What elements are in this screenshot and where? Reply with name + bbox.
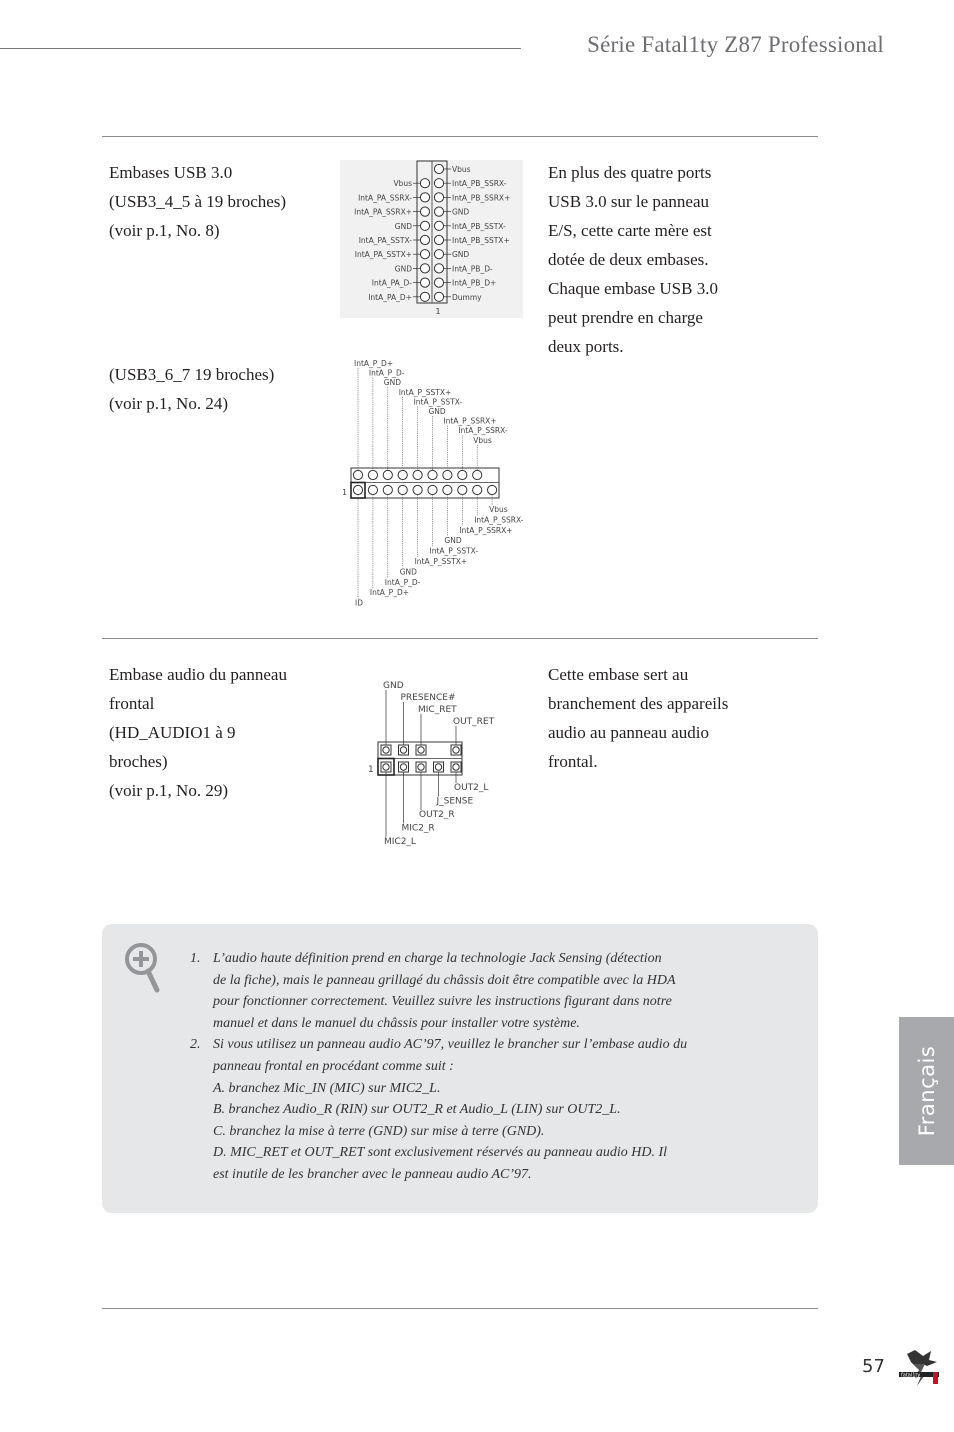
pin1-marker: 1 xyxy=(342,488,348,497)
usb2-label-line: (voir p.1, No. 24) xyxy=(109,394,228,413)
header-pin xyxy=(420,292,429,301)
usb-label-line: (voir p.1, No. 8) xyxy=(109,221,220,240)
pin-label: IntA_PA_D+ xyxy=(368,292,412,302)
pin-label: Vbus xyxy=(452,165,471,174)
usb-header2-label xyxy=(109,360,274,418)
header-pin-hole xyxy=(453,747,459,753)
header-pin xyxy=(420,193,429,202)
pin-label: IntA_PA_D- xyxy=(371,278,412,288)
pin-label: GND xyxy=(399,567,417,577)
header-pin xyxy=(383,470,392,479)
header-pin xyxy=(434,235,443,244)
header-pin xyxy=(458,470,467,479)
usb3-header-vertical-svg xyxy=(340,160,523,318)
header-pin xyxy=(434,193,443,202)
pin-label: IntA_P_D- xyxy=(384,577,421,587)
hd-audio-header-diagram xyxy=(364,676,514,848)
note-line: manuel et dans le manuel du châssis pour installer votre système. xyxy=(213,1015,580,1031)
pin-label: MIC2_R xyxy=(401,823,435,834)
header-pin xyxy=(443,470,452,479)
pin-label: IntA_PB_D+ xyxy=(452,278,497,288)
language-side-tab xyxy=(899,1017,954,1165)
header-pin-hole xyxy=(383,747,389,753)
header-pin-hole xyxy=(435,764,441,770)
section-rule-middle xyxy=(102,638,818,639)
note-line: est inutile de les brancher avec le panneau audio AC’97. xyxy=(213,1166,532,1182)
pin-label: IntA_PB_SSRX+ xyxy=(452,193,511,203)
header-pin xyxy=(434,250,443,259)
note-line: pour fonctionner correctement. Veuillez suivre les instructions figurant dans notre xyxy=(213,994,672,1010)
pin-label: GND xyxy=(383,681,404,691)
pin-label: PRESENCE# xyxy=(400,693,456,703)
pin1-marker: 1 xyxy=(368,765,374,775)
fatal1ty-logo xyxy=(893,1348,945,1388)
header-pin xyxy=(398,470,407,479)
header-pin xyxy=(420,207,429,216)
audio-desc-line: frontal. xyxy=(548,752,598,771)
header-pin xyxy=(413,485,422,494)
usb-header-label xyxy=(109,158,286,245)
pin-label: IntA_PA_SSRX- xyxy=(358,193,412,203)
audio-desc-line: Cette embase sert au xyxy=(548,665,689,684)
usb3-header-diagram-horizontal xyxy=(338,358,538,610)
audio-label-line: frontal xyxy=(109,694,155,713)
header-pin xyxy=(420,250,429,259)
svg-text:fatal1ty: fatal1ty xyxy=(901,1372,921,1379)
note-line: de la fiche), mais le panneau grillagé du châssis doit être compatible avec la HDA xyxy=(213,972,676,988)
pin-label: IntA_P_SSRX+ xyxy=(443,416,497,426)
usb3-header-horizontal-svg xyxy=(338,358,538,610)
pin-label: ID xyxy=(355,598,363,608)
header-pin xyxy=(428,470,437,479)
header-pin xyxy=(420,221,429,230)
note-line: C. branchez la mise à terre (GND) sur mise à terre (GND). xyxy=(213,1123,545,1139)
audio-label-line: (voir p.1, No. 29) xyxy=(109,781,228,800)
pin-label: GND xyxy=(394,221,412,231)
hd-audio-header-svg xyxy=(364,676,514,848)
pin-label: Vbus xyxy=(489,505,508,514)
pin-label: J_SENSE xyxy=(436,796,474,807)
header-pin xyxy=(368,485,377,494)
note-line: B. branchez Audio_R (RIN) sur OUT2_R et Audio_L (LIN) sur OUT2_L. xyxy=(213,1102,621,1118)
pin-label: IntA_PB_D- xyxy=(452,264,493,274)
pin-label: IntA_PA_SSRX+ xyxy=(354,207,412,217)
note-number: 1. xyxy=(190,951,201,966)
audio-desc-line: audio au panneau audio xyxy=(548,723,709,742)
header-pin xyxy=(420,278,429,287)
header-pin xyxy=(420,235,429,244)
pin-label: IntA_PA_SSTX- xyxy=(358,236,412,245)
header-pin xyxy=(420,264,429,273)
page-number: 57 xyxy=(862,1356,885,1377)
pin-label: Vbus xyxy=(473,435,492,445)
header-pin xyxy=(443,485,452,494)
header-pin xyxy=(488,485,497,494)
audio-label-line: (HD_AUDIO1 à 9 xyxy=(109,723,236,742)
header-pin xyxy=(434,179,443,188)
header-pin xyxy=(434,292,443,301)
header-pin xyxy=(398,485,407,494)
note-number: 2. xyxy=(190,1037,201,1053)
pin-label: IntA_P_D- xyxy=(368,368,405,378)
pin-label: Vbus xyxy=(393,179,412,189)
header-pin-hole xyxy=(383,764,389,770)
note-line: L’audio haute définition prend en charge la technologie Jack Sensing (détection xyxy=(213,951,662,966)
header-pin-hole xyxy=(400,747,406,753)
header-title: Série Fatal1ty Z87 Professional xyxy=(587,32,884,57)
pin-label: IntA_P_D+ xyxy=(369,588,410,598)
usb-desc-line: USB 3.0 sur le panneau xyxy=(548,192,710,211)
magnifier-plus-icon xyxy=(124,942,164,994)
header-pin xyxy=(473,485,482,494)
header-pin xyxy=(420,179,429,188)
header-pin xyxy=(434,264,443,273)
header-pin xyxy=(458,485,467,494)
header-pin-hole xyxy=(418,764,424,770)
usb-desc-line: peut prendre en charge xyxy=(548,308,703,327)
usb-desc-line: dotée de deux embases. xyxy=(548,250,709,269)
pin-label: GND xyxy=(444,536,462,546)
header-pin-hole xyxy=(453,764,459,770)
header-pin xyxy=(353,470,362,479)
pin-label: GND xyxy=(452,207,470,217)
pin-label: GND xyxy=(383,378,402,388)
usb-desc-line: deux ports. xyxy=(548,337,624,356)
pin-label: GND xyxy=(394,264,412,274)
header-pin xyxy=(434,207,443,216)
audio-label-line: broches) xyxy=(109,752,168,771)
pin-label: IntA_P_SSTX- xyxy=(429,546,479,556)
usb-desc-line: Chaque embase USB 3.0 xyxy=(548,279,718,298)
pin-label: IntA_PA_SSTX+ xyxy=(354,250,412,260)
header-rule xyxy=(0,48,521,49)
usb-label-line: Embases USB 3.0 xyxy=(109,163,233,182)
audio-label-line: Embase audio du panneau xyxy=(109,665,287,684)
audio-description xyxy=(548,660,728,776)
note-line: Si vous utilisez un panneau audio AC’97, veuillez le brancher sur l’embase audio du xyxy=(213,1037,688,1053)
usb-description xyxy=(548,158,718,361)
pin-label: Dummy xyxy=(452,292,482,302)
pin-label: IntA_P_D+ xyxy=(354,359,394,368)
header-pin xyxy=(368,470,377,479)
pin-label: IntA_P_SSTX- xyxy=(413,397,463,407)
note-item xyxy=(190,1034,770,1185)
note-item xyxy=(190,948,770,1034)
audio-header-label xyxy=(109,660,287,805)
header-pin xyxy=(413,470,422,479)
pin-label: MIC_RET xyxy=(418,705,457,715)
note-list xyxy=(190,948,770,1186)
audio-desc-line: branchement des appareils xyxy=(548,694,729,713)
note-line: D. MIC_RET et OUT_RET sont exclusivement réservés au panneau audio HD. Il xyxy=(213,1145,668,1161)
pin-label: IntA_PB_SSTX- xyxy=(452,221,506,231)
section-rule-top xyxy=(102,136,818,137)
header-pin xyxy=(473,470,482,479)
pin-label: OUT_RET xyxy=(453,717,495,727)
header-pin-hole xyxy=(400,764,406,770)
header-pin xyxy=(434,278,443,287)
pin-label: IntA_PB_SSRX- xyxy=(452,179,507,189)
pin-label: GND xyxy=(452,250,470,260)
pin-label: GND xyxy=(428,407,446,416)
pin1-marker: 1 xyxy=(435,307,441,316)
note-line: A. branchez Mic_IN (MIC) sur MIC2_L. xyxy=(213,1080,441,1096)
usb-desc-line: En plus des quatre ports xyxy=(548,163,712,182)
header-pin-hole xyxy=(418,747,424,753)
usb2-label-line: (USB3_6_7 19 broches) xyxy=(109,365,275,384)
header-pin xyxy=(383,485,392,494)
pin-label: MIC2_L xyxy=(384,837,416,847)
pin-label: IntA_P_SSTX+ xyxy=(414,557,468,566)
note-line: panneau frontal en procédant comme suit : xyxy=(213,1058,454,1074)
pin-label: IntA_P_SSRX+ xyxy=(459,525,513,535)
language-tab-label: Français xyxy=(914,1045,939,1137)
usb3-header-diagram-vertical xyxy=(340,160,523,318)
pin-label: OUT2_R xyxy=(419,810,455,820)
section-rule-bottom xyxy=(102,1308,818,1309)
pin-label: IntA_P_SSRX- xyxy=(474,515,524,525)
header-pin xyxy=(353,485,362,494)
pin-label: IntA_PB_SSTX+ xyxy=(452,236,510,245)
header-pin xyxy=(434,221,443,230)
pin-label: OUT2_L xyxy=(454,783,489,793)
usb-label-line: (USB3_4_5 à 19 broches) xyxy=(109,192,287,211)
pin-label: IntA_P_SSRX- xyxy=(458,426,508,436)
header-pin xyxy=(434,164,443,173)
header-pin xyxy=(428,485,437,494)
pin-label: IntA_P_SSTX+ xyxy=(398,387,452,397)
usb-desc-line: E/S, cette carte mère est xyxy=(548,221,712,240)
